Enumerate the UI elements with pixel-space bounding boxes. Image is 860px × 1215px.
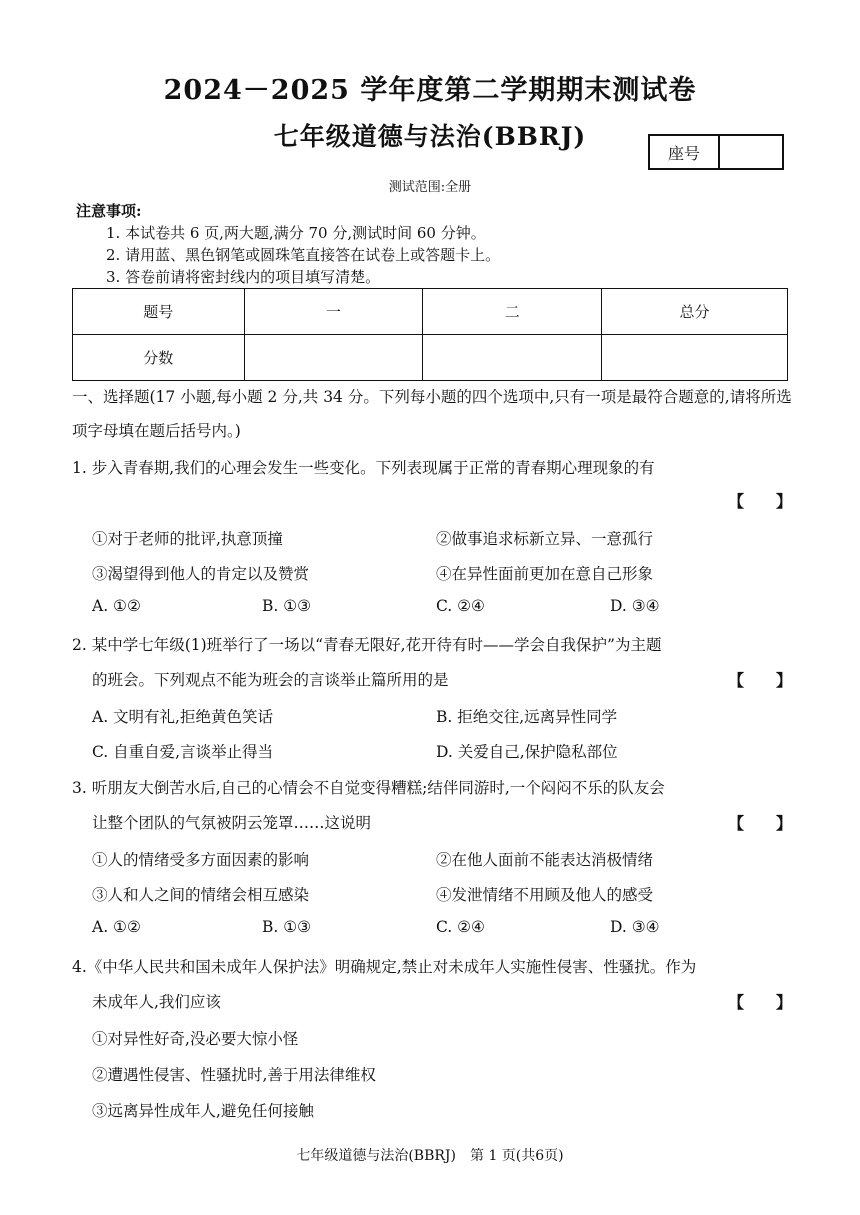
statement-item: ①人的情绪受多方面因素的影响 [92, 851, 310, 869]
notice-heading: 注意事项: [76, 202, 142, 220]
statement-item: ①对异性好奇,没必要大惊小怪 [92, 1030, 299, 1048]
question-stem: 4.《中华人民共和国未成年人保护法》明确规定,禁止对未成年人实施性侵害、性骚扰。作为 [72, 958, 697, 976]
choice-option[interactable]: C. ②④ [436, 597, 485, 615]
page-footer: 七年级道德与法治(BBRJ) 第 1 页(共6页) [296, 1148, 564, 1164]
answer-bracket[interactable]: 【 】 [728, 671, 793, 690]
answer-bracket[interactable]: 【 】 [728, 492, 793, 511]
choice-option[interactable]: D. 关爱自己,保护隐私部位 [436, 743, 618, 761]
statement-item: ③渴望得到他人的肯定以及赞赏 [92, 565, 310, 583]
question-stem: 未成年人,我们应该 [92, 993, 221, 1011]
exam-subtitle: 七年级道德与法治(BBRJ) [273, 122, 587, 151]
seat-number-label: 座号 [650, 136, 720, 168]
statement-item: ④发泄情绪不用顾及他人的感受 [436, 886, 654, 904]
question-stem: 的班会。下列观点不能为班会的言谈举止篇所用的是 [92, 671, 449, 689]
notice-item: 3. 答卷前请将密封线内的项目填写清楚。 [106, 268, 381, 286]
table-cell: 二 [423, 289, 602, 335]
test-scope: 测试范围:全册 [388, 180, 472, 195]
statement-item: ③人和人之间的情绪会相互感染 [92, 886, 310, 904]
choice-option[interactable]: A. ①② [92, 597, 141, 615]
section-intro: 一、选择题(17 小题,每小题 2 分,共 34 分。下列每小题的四个选项中,只有一项是最符合题意的,请将所选项字母填在题后括号内。) [72, 388, 792, 440]
answer-bracket[interactable]: 【 】 [728, 993, 793, 1012]
score-table [72, 288, 788, 381]
statement-item: ①对于老师的批评,执意顶撞 [92, 530, 283, 548]
statement-item: ②在他人面前不能表达消极情绪 [436, 851, 654, 869]
seat-number-field[interactable] [720, 136, 782, 168]
table-cell: 题号 [73, 289, 245, 335]
table-cell: 分数 [73, 335, 245, 381]
choice-option[interactable]: D. ③④ [610, 597, 660, 615]
table-cell: 总分 [602, 289, 788, 335]
exam-title: 2024－2025 学年度第二学期期末测试卷 [163, 75, 697, 106]
choice-option[interactable]: B. 拒绝交往,远离异性同学 [436, 708, 618, 726]
choice-option[interactable]: A. ①② [92, 918, 141, 936]
question-stem: 1. 步入青春期,我们的心理会发生一些变化。下列表现属于正常的青春期心理现象的有 [72, 459, 655, 477]
choice-option[interactable]: A. 文明有礼,拒绝黄色笑话 [92, 708, 273, 726]
table-row [73, 335, 788, 381]
score-field[interactable] [423, 335, 602, 381]
seat-number-box [648, 134, 784, 170]
notice-item: 2. 请用蓝、黑色钢笔或圆珠笔直接答在试卷上或答题卡上。 [106, 246, 501, 264]
question-stem: 2. 某中学七年级(1)班举行了一场以“青春无限好,花开待有时——学会自我保护”为主题 [72, 636, 662, 654]
question-stem: 让整个团队的气氛被阴云笼罩……这说明 [92, 814, 372, 832]
table-cell: 一 [244, 289, 423, 335]
choice-option[interactable]: D. ③④ [610, 918, 660, 936]
statement-item: ④在异性面前更加在意自己形象 [436, 565, 654, 583]
statement-item: ②做事追求标新立异、一意孤行 [436, 530, 654, 548]
statement-item: ③远离异性成年人,避免任何接触 [92, 1102, 314, 1120]
notice-item: 1. 本试卷共 6 页,两大题,满分 70 分,测试时间 60 分钟。 [106, 224, 486, 242]
statement-item: ②遭遇性侵害、性骚扰时,善于用法律维权 [92, 1066, 376, 1084]
question-stem: 3. 听朋友大倒苦水后,自己的心情会不自觉变得糟糕;结伴同游时,一个闷闷不乐的队友会 [72, 779, 665, 797]
choice-option[interactable]: B. ①③ [262, 597, 312, 615]
choice-option[interactable]: C. ②④ [436, 918, 485, 936]
answer-bracket[interactable]: 【 】 [728, 814, 793, 833]
choice-option[interactable]: C. 自重自爱,言谈举止得当 [92, 743, 274, 761]
score-field[interactable] [244, 335, 423, 381]
score-field[interactable] [602, 335, 788, 381]
table-row [73, 289, 788, 335]
choice-option[interactable]: B. ①③ [262, 918, 312, 936]
